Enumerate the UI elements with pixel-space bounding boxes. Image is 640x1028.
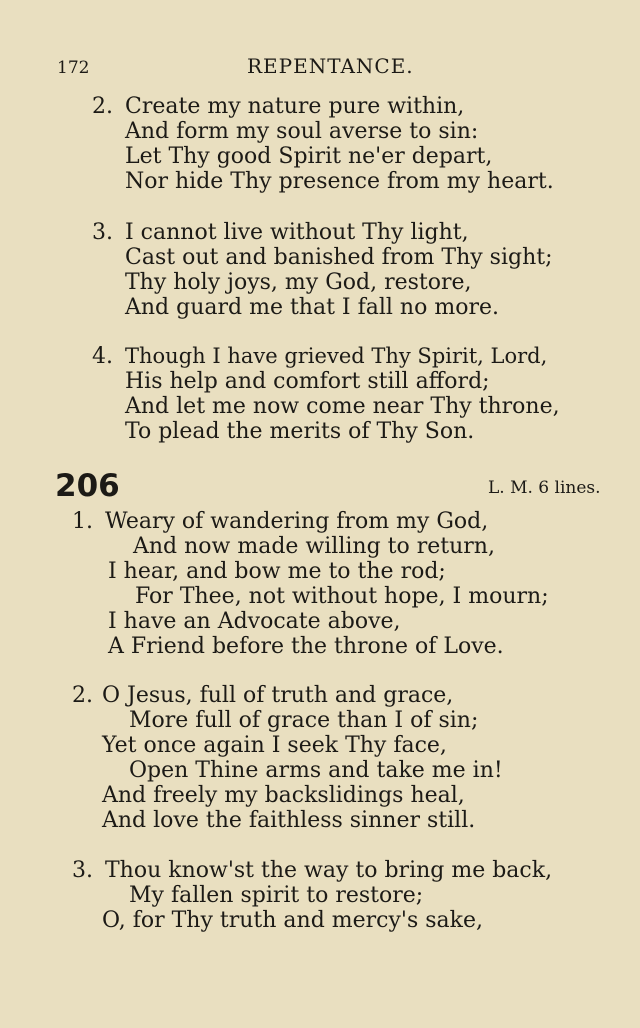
verse-line: And let me now come near Thy throne, xyxy=(125,394,560,419)
verse-line: For Thee, not without hope, I mourn; xyxy=(135,584,549,609)
stanza-number: 2. xyxy=(92,94,113,119)
verse-line: I hear, and bow me to the rod; xyxy=(108,559,446,584)
verse-line: Yet once again I seek Thy face, xyxy=(102,733,447,758)
hymn-meter: L. M. 6 lines. xyxy=(488,478,601,498)
verse-line: My fallen spirit to restore; xyxy=(129,883,424,908)
verse-line: And love the faithless sinner still. xyxy=(102,808,476,833)
verse-line: Cast out and banished from Thy sight; xyxy=(125,245,553,270)
verse-line: Nor hide Thy presence from my heart. xyxy=(125,169,554,194)
verse-line: And now made willing to return, xyxy=(133,534,495,559)
stanza-number: 2. xyxy=(72,683,93,708)
verse-line: Open Thine arms and take me in! xyxy=(129,758,503,783)
stanza-number: 3. xyxy=(72,858,93,883)
page-header xyxy=(0,54,640,84)
stanza-number: 4. xyxy=(92,344,113,369)
running-title: REPENTANCE. xyxy=(247,54,414,78)
verse-line: Let Thy good Spirit ne'er depart, xyxy=(125,144,493,169)
verse-line: O, for Thy truth and mercy's sake, xyxy=(102,908,484,933)
verse-line: And freely my backslidings heal, xyxy=(102,783,465,808)
verse-line: Create my nature pure within, xyxy=(125,94,465,119)
verse-line: Weary of wandering from my God, xyxy=(105,509,489,534)
verse-line: Though I have grieved Thy Spirit, Lord, xyxy=(125,344,548,368)
stanza-number: 3. xyxy=(92,220,113,245)
verse-line: A Friend before the throne of Love. xyxy=(108,634,504,659)
verse-line: O Jesus, full of truth and grace, xyxy=(102,683,454,708)
verse-line: To plead the merits of Thy Son. xyxy=(125,419,475,444)
verse-line: And form my soul averse to sin: xyxy=(125,119,479,144)
verse-line: I cannot live without Thy light, xyxy=(125,220,469,245)
hymn-number: 206 xyxy=(55,468,120,504)
verse-line: Thy holy joys, my God, restore, xyxy=(125,270,472,295)
verse-line: I have an Advocate above, xyxy=(108,609,401,634)
stanza-number: 1. xyxy=(72,509,93,534)
verse-line: More full of grace than I of sin; xyxy=(129,708,479,733)
verse-line: His help and comfort still afford; xyxy=(125,369,490,394)
verse-line: Thou know'st the way to bring me back, xyxy=(105,858,553,883)
verse-line: And guard me that I fall no more. xyxy=(125,295,499,320)
page-number: 172 xyxy=(57,58,90,78)
